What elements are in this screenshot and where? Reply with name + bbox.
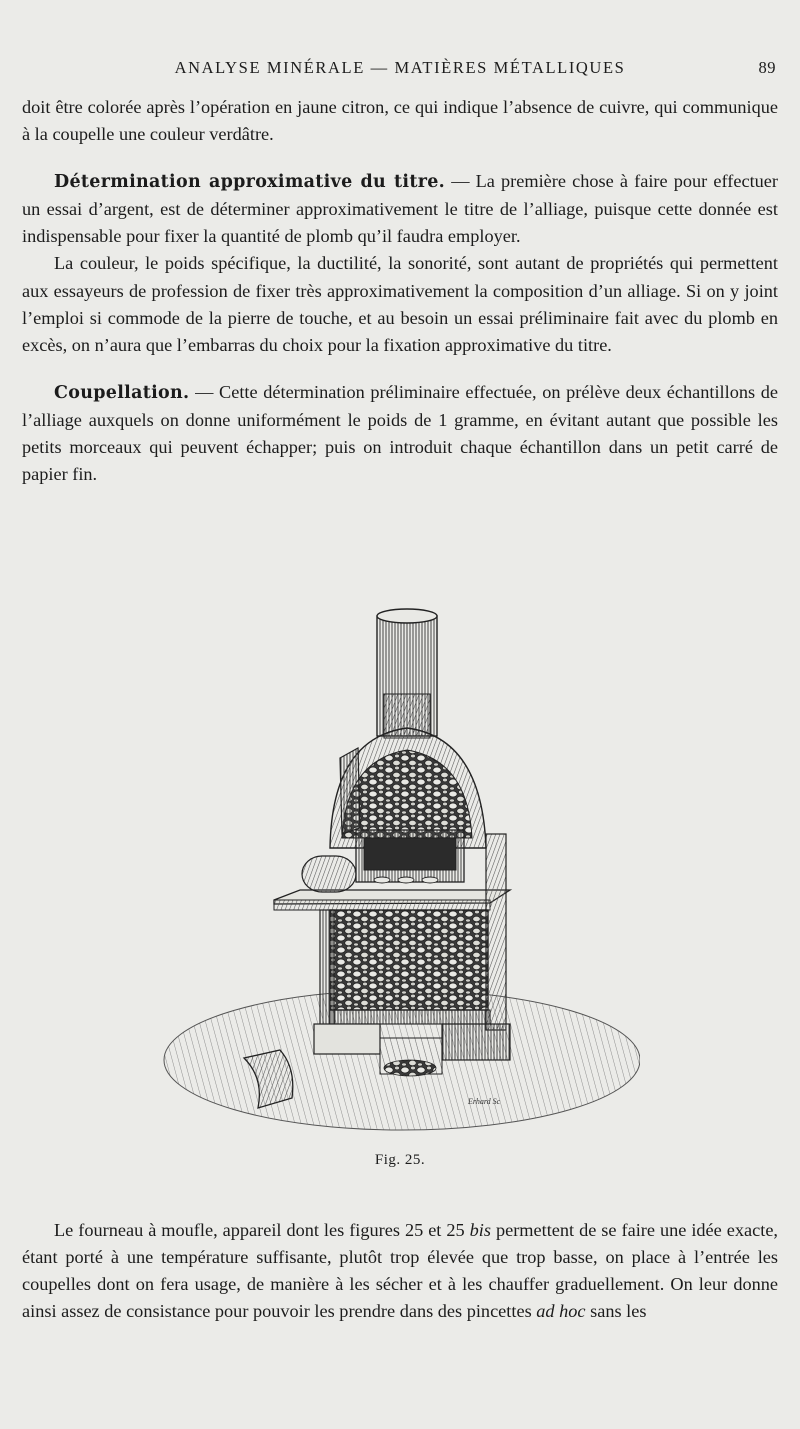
paragraph-coupellation [22, 379, 778, 488]
text-block-top [22, 94, 778, 488]
figure-caption: Fig. 25. [374, 1152, 426, 1168]
paragraph-fourneau-part-c: sans les [585, 1301, 647, 1322]
paragraph-titre [22, 168, 778, 250]
furnace-engraving [160, 598, 640, 1138]
chimney [377, 609, 437, 738]
running-header [22, 58, 778, 82]
paragraph-continuation: doit être colorée après l’opération en jaune citron, ce qui indique l’absence de cuivre, qui communique à la coupelle une couleur verdâtre. [22, 97, 778, 145]
paragraph-titre-body: — La première chose à faire pour effectuer un essai d’argent, est de déterminer approximativement le titre de l’alliage, puisque cette donnée est indispensable pour fixer la quantité de plomb qu’il faudra employer. [22, 171, 778, 247]
engraver-signature: Erhard Sc [468, 1097, 501, 1106]
paragraph-fourneau-part-b: permettent de se faire une idée exacte, étant porté à une température suffisante, plutôt trop élevée que trop basse, on place à l’entrée les coupelles dont on fera usage, de manière à les sécher et à les chauffer graduellement. On leur donne ainsi assez de consistance pour pouvoir les prendre dans des pincettes [22, 1220, 779, 1322]
page-number: 89 [758, 58, 776, 77]
text-block-bottom [22, 1217, 778, 1325]
paragraph-coupellation-body: — Cette détermination préliminaire effectuée, on prélève deux échantillons de l’alliage auxquels on donne uniformément le poids de 1 gramme, en évitant autant que possible les petits morceaux qui peuvent échapper; puis on introduit chaque échantillon dans un petit carré de papier fin. [22, 381, 778, 485]
paragraph-proprietes: La couleur, le poids spécifique, la ductilité, la sonorité, sont autant de propriétés qui permettent aux essayeurs de profession de fixer très approximativement la composition d’un alliage. Si on y joint l’emploi si commode de la pierre de touche, et au besoin un essai préliminaire fait avec du plomb en excès, on n’aura que l’embarras du choix pour la fixation approximative du titre. [22, 253, 778, 355]
paragraph-fourneau-part-a: Le fourneau à moufle, appareil dont les figures 25 et 25 [54, 1220, 470, 1240]
bis-italic: bis [469, 1220, 491, 1240]
header-title: ANALYSE MINÉRALE — MATIÈRES MÉTALLIQUES [174, 58, 626, 77]
section-heading-titre: Détermination approximative du titre. [54, 172, 446, 193]
section-heading-coupellation: Coupellation. [54, 382, 190, 403]
ad-hoc-italic: ad hoc [536, 1301, 586, 1322]
paragraph-fourneau [22, 1217, 778, 1325]
